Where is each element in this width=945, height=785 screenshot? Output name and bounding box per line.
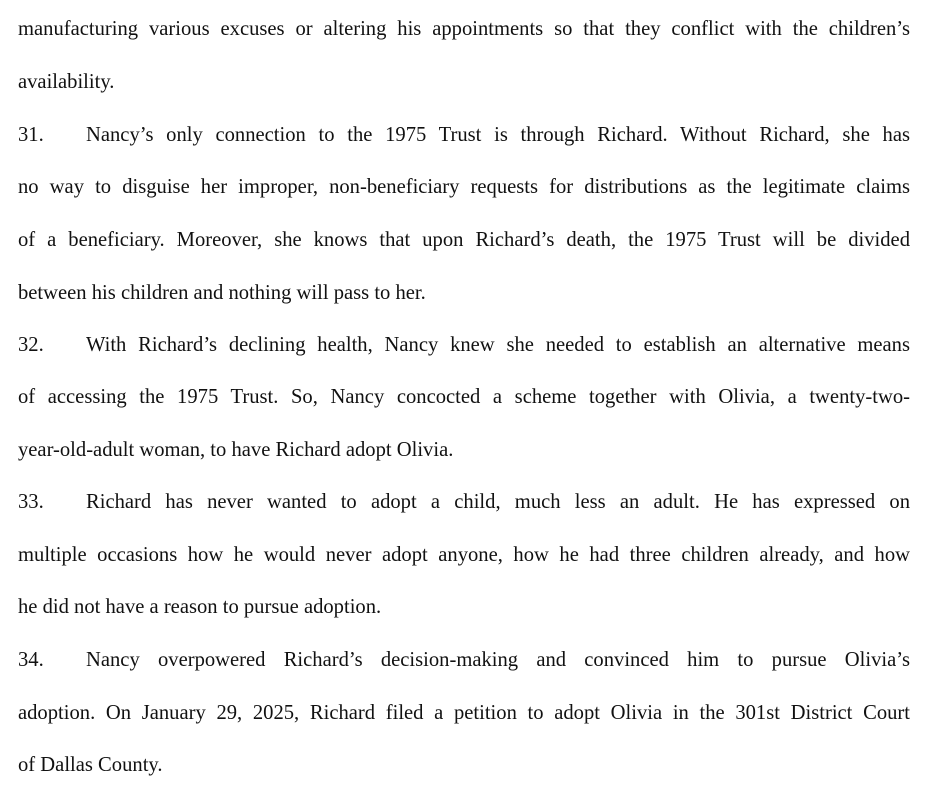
paragraph-31-line-1 [18, 122, 910, 148]
paragraph-34-line-3: of Dallas County. [18, 754, 163, 776]
paragraph-34-line-1 [18, 647, 910, 673]
continuation-line-2: availability. [18, 71, 115, 93]
paragraph-32-line-2: of accessing the 1975 Trust. So, Nancy concocted a scheme together with Olivia, a twenty-two- [18, 386, 910, 408]
paragraph-34-line-2: adoption. On January 29, 2025, Richard filed a petition to adopt Olivia in the 301st District Court [18, 702, 910, 724]
paragraph-34-text: Nancy overpowered Richard’s decision-making and convinced him to pursue Olivia’s [86, 649, 910, 671]
paragraph-33-line-2: multiple occasions how he would never adopt anyone, how he had three children already, and how [18, 544, 910, 566]
paragraph-32-number: 32. [18, 334, 44, 356]
paragraph-31-line-4: between his children and nothing will pass to her. [18, 282, 426, 304]
paragraph-32-line-1 [18, 332, 910, 358]
paragraph-31-line-3: of a beneficiary. Moreover, she knows that upon Richard’s death, the 1975 Trust will be divided [18, 229, 910, 251]
paragraph-33-number: 33. [18, 491, 44, 513]
paragraph-31-text: Nancy’s only connection to the 1975 Trust is through Richard. Without Richard, she has [86, 124, 910, 146]
continuation-line-1: manufacturing various excuses or altering his appointments so that they conflict with the children’s [18, 18, 910, 40]
paragraph-34-number: 34. [18, 649, 44, 671]
paragraph-33-line-1 [18, 489, 910, 515]
paragraph-32-line-3: year-old-adult woman, to have Richard adopt Olivia. [18, 439, 454, 461]
paragraph-31-number: 31. [18, 124, 44, 146]
paragraph-33-line-3: he did not have a reason to pursue adoption. [18, 596, 382, 618]
paragraph-32-text: With Richard’s declining health, Nancy knew she needed to establish an alternative means [86, 334, 910, 356]
paragraph-33-text: Richard has never wanted to adopt a child, much less an adult. He has expressed on [86, 491, 910, 513]
paragraph-31-line-2: no way to disguise her improper, non-beneficiary requests for distributions as the legitimate claims [18, 176, 910, 198]
